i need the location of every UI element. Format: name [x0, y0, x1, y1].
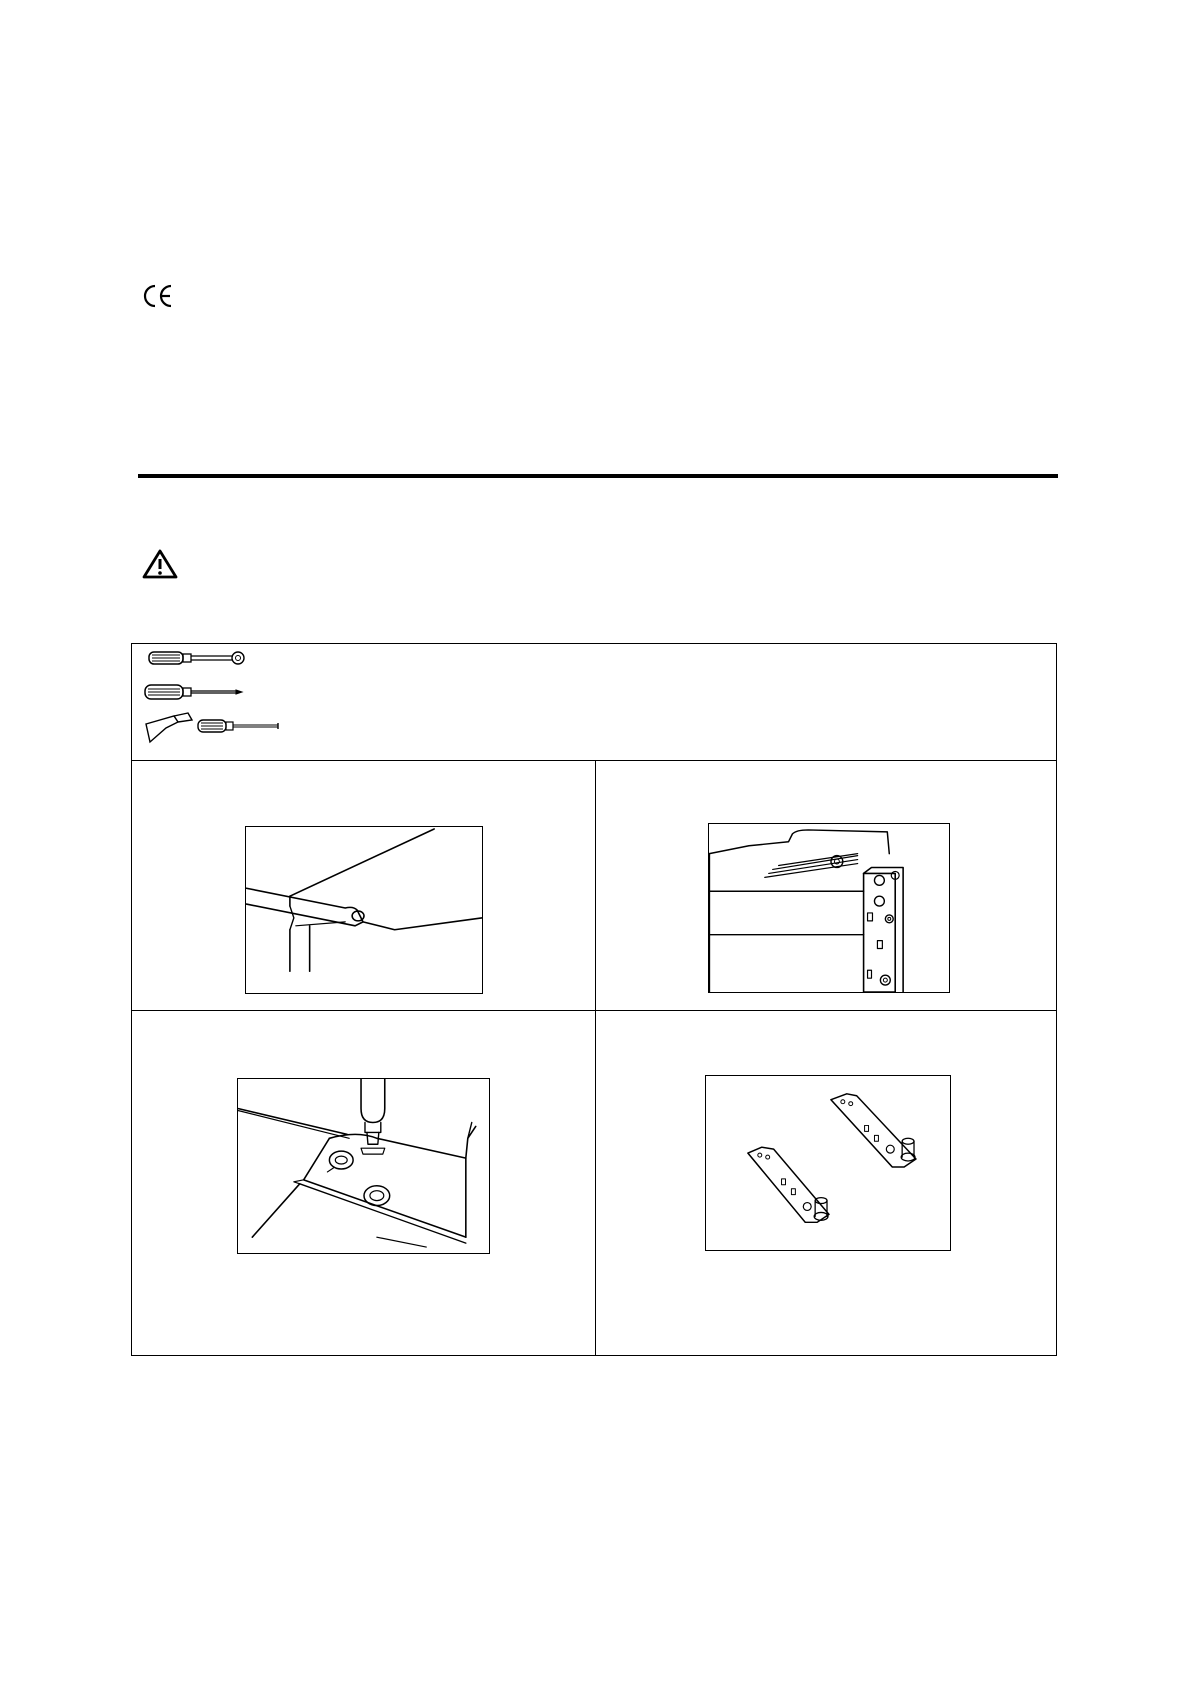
- grid-horizontal-divider: [132, 1010, 1056, 1011]
- putty-knife-and-flat-screwdriver-icon: [144, 710, 284, 744]
- phillips-screwdriver-icon: [144, 682, 244, 702]
- ce-mark-icon: [142, 283, 174, 309]
- warning-triangle-icon: [142, 548, 178, 580]
- figure-unscrew-hinge-plate: [237, 1078, 490, 1254]
- figure-hinge-bracket-side: [708, 823, 950, 993]
- figures-grid: [131, 760, 1057, 1356]
- tools-panel: [131, 643, 1057, 761]
- figure-hinge-plates-pair: [705, 1075, 951, 1251]
- figure-pry-top-cover: [245, 826, 483, 994]
- grid-vertical-divider: [595, 761, 596, 1355]
- section-divider: [138, 474, 1058, 478]
- hex-key-screwdriver-icon: [148, 648, 248, 668]
